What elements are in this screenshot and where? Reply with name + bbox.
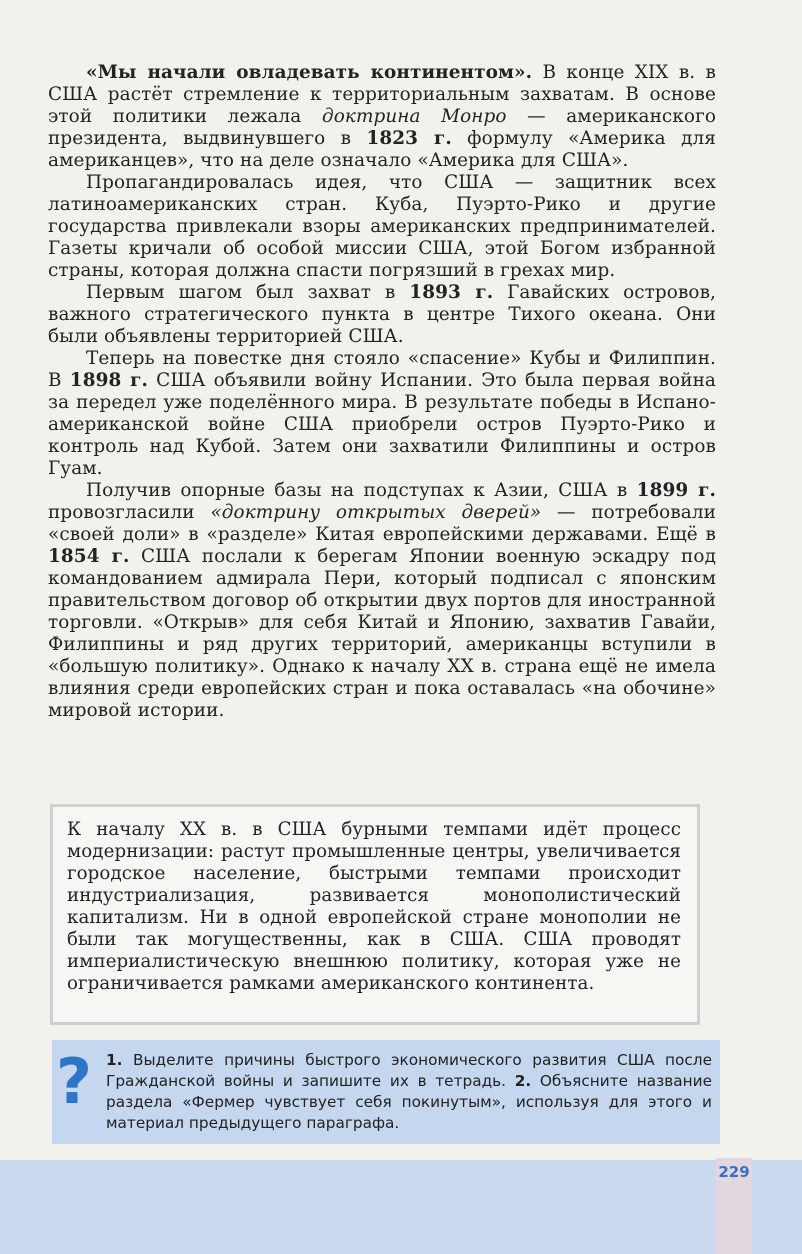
paragraph-propaganda: Пропагандировалась идея, что США — защитник всех латиноамериканских стран. Куба, Пуэрто-Рико и другие государства привлекали взоры американских предпринимателей. Газеты кричали об особой миссии США, этой Богом избранной страны, которая должна спасти погрязший в грехах мир. <box>48 172 716 281</box>
summary-text: К началу XX в. в США бурными темпами идёт процесс модернизации: растут промышленные центры, увеличивается городское население, быстрыми темпами происходит индустриализация, развивается монополистический капитализм. Ни в одной европейской стране монополии не были так могущественны, как в США. США проводят империалистическую внешнюю политику, которая уже не ограничивается рамками американского континента. <box>67 819 681 994</box>
paragraph-spain-war: Теперь на повестке дня стояло «спасение» Кубы и Филиппин. В 1898 г. США объявили войну Испании. Это была первая война за передел уже поделённого мира. В результате победы в Испано-американской войне США приобрели остров Пуэрто-Рико и контроль над Кубой. Затем они захватили Филиппины и остров Гуам. <box>48 348 716 479</box>
footer-band <box>0 1160 802 1254</box>
question-mark-icon: ? <box>56 1045 92 1118</box>
main-text <box>48 62 716 722</box>
summary-box <box>50 804 700 1025</box>
question-2-text: Объясните название раздела «Фермер чувствует себя покинутым», используя для этого и материал предыдущего параграфа. <box>106 1072 712 1132</box>
paragraph-hawaii: Первым шагом был захват в 1893 г. Гавайских островов, важного стратегического пункта в центре Тихого океана. Они были объявлены территорией США. <box>48 282 716 347</box>
page-number: 229 <box>718 1163 750 1181</box>
question-2-number: 2. <box>514 1072 532 1090</box>
question-1-number: 1. <box>106 1051 123 1069</box>
questions-box <box>52 1040 720 1144</box>
question-1-text: Выделите причины быстрого экономического развития США после Гражданской войны и запишите их в тетрадь. <box>106 1051 712 1090</box>
paragraph-open-doors: Получив опорные базы на подступах к Азии, США в 1899 г. провозгласили «доктрину открытых дверей» — потребовали «своей доли» в «разделе» Китая европейскими державами. Ещё в 1854 г. США послали к берегам Японии военную эскадру под командованием адмирала Пери, который подписал с японским правительством договор об открытии двух портов для иностранной торговли. «Открыв» для себя Китай и Японию, захватив Гавайи, Филиппины и ряд других территорий, американцы вступили в «большую политику». Однако к началу XX в. страна ещё не имела влияния среди европейских стран и пока оставалась «на обочине» мировой истории. <box>48 480 716 721</box>
paragraph-continent: «Мы начали овладевать континентом». В конце XIX в. в США растёт стремление к территориальным захватам. В основе этой политики лежала доктрина Монро — американского президента, выдвинувшего в 1823 г. формулу «Америка для американцев», что на деле означало «Америка для США». <box>48 62 716 171</box>
questions-text <box>106 1050 712 1134</box>
